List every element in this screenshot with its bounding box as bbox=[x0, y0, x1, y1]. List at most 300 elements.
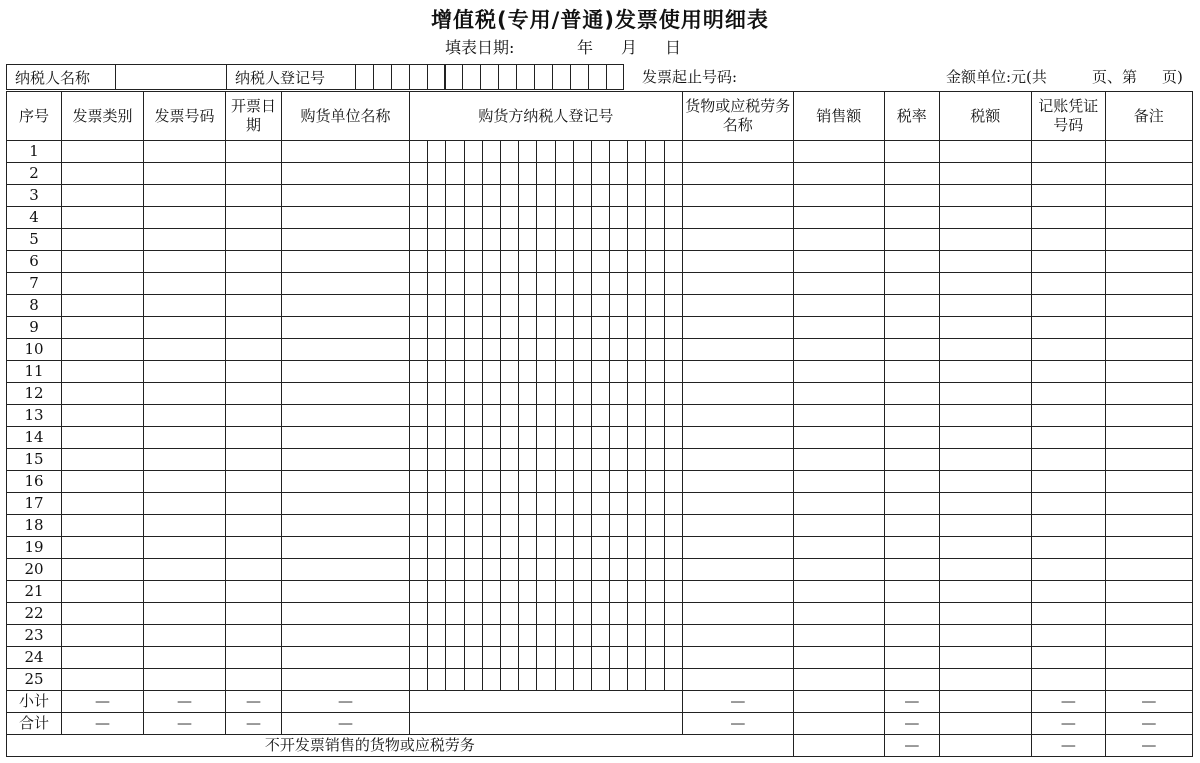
remark-cell[interactable] bbox=[1105, 515, 1192, 537]
rate-cell[interactable] bbox=[884, 273, 939, 295]
voucher-cell[interactable] bbox=[1031, 207, 1105, 229]
buyer-reg-digit-cell[interactable] bbox=[573, 515, 591, 537]
buyer-reg-digit-cell[interactable] bbox=[646, 207, 664, 229]
taxpayer-reg-digit-box[interactable] bbox=[445, 64, 464, 90]
buyer-reg-digit-cell[interactable] bbox=[482, 251, 500, 273]
buyer-reg-digit-cell[interactable] bbox=[519, 163, 537, 185]
buyer-reg-digit-cell[interactable] bbox=[664, 273, 682, 295]
buyer-reg-digit-cell[interactable] bbox=[628, 339, 646, 361]
invoice-type-cell[interactable] bbox=[62, 625, 144, 647]
voucher-cell[interactable] bbox=[1031, 339, 1105, 361]
buyer-reg-digit-cell[interactable] bbox=[500, 273, 518, 295]
buyer-reg-digit-cell[interactable] bbox=[446, 361, 464, 383]
buyer-reg-digit-cell[interactable] bbox=[646, 295, 664, 317]
buyer-reg-digit-cell[interactable] bbox=[446, 405, 464, 427]
buyer-reg-digit-cell[interactable] bbox=[537, 383, 555, 405]
invoice-type-cell[interactable] bbox=[62, 339, 144, 361]
invoice-no-cell[interactable] bbox=[144, 471, 226, 493]
remark-cell[interactable] bbox=[1105, 471, 1192, 493]
buyer-reg-digit-cell[interactable] bbox=[446, 669, 464, 691]
buyer-reg-digit-cell[interactable] bbox=[628, 273, 646, 295]
buyer-reg-digit-cell[interactable] bbox=[410, 559, 428, 581]
buyer-reg-digit-cell[interactable] bbox=[628, 647, 646, 669]
buyer-reg-digit-cell[interactable] bbox=[519, 581, 537, 603]
buyer-reg-digit-cell[interactable] bbox=[628, 251, 646, 273]
buyer-reg-digit-cell[interactable] bbox=[555, 515, 573, 537]
buyer-reg-digit-cell[interactable] bbox=[482, 493, 500, 515]
rate-cell[interactable] bbox=[884, 141, 939, 163]
goods-cell[interactable] bbox=[682, 625, 793, 647]
buyer-reg-digit-cell[interactable] bbox=[464, 383, 482, 405]
buyer-name-cell[interactable] bbox=[282, 163, 410, 185]
buyer-reg-digit-cell[interactable] bbox=[446, 647, 464, 669]
buyer-name-cell[interactable] bbox=[282, 251, 410, 273]
sales-cell[interactable] bbox=[793, 625, 884, 647]
buyer-reg-digit-cell[interactable] bbox=[555, 647, 573, 669]
voucher-cell[interactable] bbox=[1031, 625, 1105, 647]
buyer-reg-digit-cell[interactable] bbox=[428, 251, 446, 273]
buyer-reg-digit-cell[interactable] bbox=[464, 273, 482, 295]
buyer-reg-digit-cell[interactable] bbox=[519, 251, 537, 273]
buyer-reg-digit-cell[interactable] bbox=[555, 537, 573, 559]
buyer-reg-digit-cell[interactable] bbox=[664, 383, 682, 405]
buyer-reg-digit-cell[interactable] bbox=[410, 163, 428, 185]
buyer-reg-digit-cell[interactable] bbox=[482, 273, 500, 295]
issue-date-cell[interactable] bbox=[226, 647, 282, 669]
remark-cell[interactable] bbox=[1105, 537, 1192, 559]
buyer-reg-digit-cell[interactable] bbox=[464, 427, 482, 449]
goods-cell[interactable] bbox=[682, 361, 793, 383]
invoice-no-cell[interactable] bbox=[144, 185, 226, 207]
buyer-name-cell[interactable] bbox=[282, 581, 410, 603]
voucher-cell[interactable] bbox=[1031, 317, 1105, 339]
buyer-reg-digit-cell[interactable] bbox=[555, 163, 573, 185]
buyer-reg-digit-cell[interactable] bbox=[646, 559, 664, 581]
invoice-no-cell[interactable] bbox=[144, 603, 226, 625]
buyer-reg-digit-cell[interactable] bbox=[628, 449, 646, 471]
tax-cell[interactable] bbox=[939, 471, 1031, 493]
buyer-reg-digit-cell[interactable] bbox=[537, 581, 555, 603]
rate-cell[interactable] bbox=[884, 471, 939, 493]
buyer-reg-digit-cell[interactable] bbox=[428, 383, 446, 405]
buyer-reg-digit-cell[interactable] bbox=[428, 295, 446, 317]
buyer-reg-digit-cell[interactable] bbox=[519, 361, 537, 383]
buyer-reg-digit-cell[interactable] bbox=[610, 427, 628, 449]
buyer-reg-digit-cell[interactable] bbox=[537, 493, 555, 515]
invoice-type-cell[interactable] bbox=[62, 405, 144, 427]
invoice-type-cell[interactable] bbox=[62, 493, 144, 515]
buyer-reg-digit-cell[interactable] bbox=[646, 515, 664, 537]
buyer-reg-digit-cell[interactable] bbox=[519, 317, 537, 339]
buyer-name-cell[interactable] bbox=[282, 361, 410, 383]
buyer-reg-digit-cell[interactable] bbox=[464, 625, 482, 647]
buyer-reg-digit-cell[interactable] bbox=[555, 405, 573, 427]
voucher-cell[interactable] bbox=[1031, 229, 1105, 251]
buyer-reg-digit-cell[interactable] bbox=[537, 317, 555, 339]
buyer-reg-digit-cell[interactable] bbox=[446, 251, 464, 273]
buyer-reg-digit-cell[interactable] bbox=[573, 141, 591, 163]
buyer-reg-digit-cell[interactable] bbox=[464, 647, 482, 669]
invoice-no-cell[interactable] bbox=[144, 141, 226, 163]
rate-cell[interactable] bbox=[884, 427, 939, 449]
issue-date-cell[interactable] bbox=[226, 515, 282, 537]
invoice-type-cell[interactable] bbox=[62, 537, 144, 559]
buyer-reg-digit-cell[interactable] bbox=[519, 383, 537, 405]
tax-cell[interactable] bbox=[939, 273, 1031, 295]
buyer-reg-digit-cell[interactable] bbox=[610, 141, 628, 163]
buyer-reg-digit-cell[interactable] bbox=[591, 669, 609, 691]
buyer-reg-digit-cell[interactable] bbox=[500, 449, 518, 471]
buyer-reg-digit-cell[interactable] bbox=[428, 141, 446, 163]
buyer-reg-digit-cell[interactable] bbox=[500, 207, 518, 229]
buyer-reg-digit-cell[interactable] bbox=[482, 229, 500, 251]
buyer-reg-digit-cell[interactable] bbox=[464, 339, 482, 361]
voucher-cell[interactable] bbox=[1031, 383, 1105, 405]
sales-cell[interactable] bbox=[793, 449, 884, 471]
buyer-reg-digit-cell[interactable] bbox=[591, 339, 609, 361]
subtotal-row-sales-cell[interactable] bbox=[793, 691, 884, 713]
tax-cell[interactable] bbox=[939, 163, 1031, 185]
sales-cell[interactable] bbox=[793, 185, 884, 207]
buyer-reg-digit-cell[interactable] bbox=[610, 493, 628, 515]
buyer-reg-digit-cell[interactable] bbox=[555, 295, 573, 317]
buyer-reg-digit-cell[interactable] bbox=[500, 669, 518, 691]
buyer-reg-digit-cell[interactable] bbox=[610, 185, 628, 207]
buyer-reg-digit-cell[interactable] bbox=[428, 207, 446, 229]
sales-cell[interactable] bbox=[793, 669, 884, 691]
voucher-cell[interactable] bbox=[1031, 581, 1105, 603]
buyer-reg-digit-cell[interactable] bbox=[591, 537, 609, 559]
issue-date-cell[interactable] bbox=[226, 383, 282, 405]
buyer-reg-digit-cell[interactable] bbox=[446, 471, 464, 493]
buyer-reg-digit-cell[interactable] bbox=[482, 647, 500, 669]
voucher-cell[interactable] bbox=[1031, 537, 1105, 559]
buyer-reg-digit-cell[interactable] bbox=[573, 163, 591, 185]
invoice-no-cell[interactable] bbox=[144, 427, 226, 449]
issue-date-cell[interactable] bbox=[226, 229, 282, 251]
invoice-no-cell[interactable] bbox=[144, 207, 226, 229]
buyer-reg-digit-cell[interactable] bbox=[646, 141, 664, 163]
buyer-reg-digit-cell[interactable] bbox=[446, 493, 464, 515]
buyer-reg-digit-cell[interactable] bbox=[500, 141, 518, 163]
buyer-reg-digit-cell[interactable] bbox=[537, 141, 555, 163]
buyer-reg-digit-cell[interactable] bbox=[610, 295, 628, 317]
invoice-no-cell[interactable] bbox=[144, 669, 226, 691]
buyer-reg-digit-cell[interactable] bbox=[610, 625, 628, 647]
buyer-reg-digit-cell[interactable] bbox=[428, 603, 446, 625]
buyer-reg-digit-cell[interactable] bbox=[482, 207, 500, 229]
tax-cell[interactable] bbox=[939, 669, 1031, 691]
invoice-no-cell[interactable] bbox=[144, 295, 226, 317]
sales-cell[interactable] bbox=[793, 647, 884, 669]
buyer-reg-digit-cell[interactable] bbox=[464, 669, 482, 691]
buyer-reg-digit-cell[interactable] bbox=[555, 229, 573, 251]
tax-cell[interactable] bbox=[939, 449, 1031, 471]
buyer-reg-digit-cell[interactable] bbox=[464, 537, 482, 559]
buyer-reg-digit-cell[interactable] bbox=[664, 361, 682, 383]
goods-cell[interactable] bbox=[682, 383, 793, 405]
rate-cell[interactable] bbox=[884, 405, 939, 427]
rate-cell[interactable] bbox=[884, 317, 939, 339]
buyer-reg-digit-cell[interactable] bbox=[446, 141, 464, 163]
invoice-no-cell[interactable] bbox=[144, 559, 226, 581]
buyer-reg-digit-cell[interactable] bbox=[664, 141, 682, 163]
buyer-reg-digit-cell[interactable] bbox=[464, 163, 482, 185]
rate-cell[interactable] bbox=[884, 669, 939, 691]
buyer-reg-digit-cell[interactable] bbox=[664, 625, 682, 647]
buyer-reg-digit-cell[interactable] bbox=[537, 273, 555, 295]
invoice-type-cell[interactable] bbox=[62, 361, 144, 383]
taxpayer-name-field[interactable] bbox=[115, 64, 227, 90]
buyer-reg-digit-cell[interactable] bbox=[464, 295, 482, 317]
goods-cell[interactable] bbox=[682, 603, 793, 625]
voucher-cell[interactable] bbox=[1031, 295, 1105, 317]
buyer-reg-digit-cell[interactable] bbox=[410, 603, 428, 625]
issue-date-cell[interactable] bbox=[226, 669, 282, 691]
buyer-reg-digit-cell[interactable] bbox=[428, 669, 446, 691]
buyer-name-cell[interactable] bbox=[282, 515, 410, 537]
invoice-no-cell[interactable] bbox=[144, 163, 226, 185]
buyer-reg-digit-cell[interactable] bbox=[610, 647, 628, 669]
buyer-reg-digit-cell[interactable] bbox=[591, 471, 609, 493]
issue-date-cell[interactable] bbox=[226, 449, 282, 471]
taxpayer-reg-digit-box[interactable] bbox=[606, 64, 625, 90]
buyer-reg-digit-cell[interactable] bbox=[464, 207, 482, 229]
buyer-reg-digit-cell[interactable] bbox=[646, 427, 664, 449]
buyer-reg-digit-cell[interactable] bbox=[500, 317, 518, 339]
buyer-reg-digit-cell[interactable] bbox=[519, 559, 537, 581]
sales-cell[interactable] bbox=[793, 163, 884, 185]
taxpayer-reg-digit-box[interactable] bbox=[588, 64, 607, 90]
buyer-name-cell[interactable] bbox=[282, 383, 410, 405]
invoice-type-cell[interactable] bbox=[62, 273, 144, 295]
buyer-reg-digit-cell[interactable] bbox=[664, 537, 682, 559]
taxpayer-reg-digit-box[interactable] bbox=[427, 64, 446, 90]
buyer-reg-digit-cell[interactable] bbox=[410, 295, 428, 317]
buyer-reg-digit-cell[interactable] bbox=[537, 361, 555, 383]
buyer-reg-digit-cell[interactable] bbox=[537, 559, 555, 581]
buyer-reg-digit-cell[interactable] bbox=[555, 669, 573, 691]
buyer-reg-digit-cell[interactable] bbox=[464, 361, 482, 383]
buyer-reg-digit-cell[interactable] bbox=[519, 185, 537, 207]
rate-cell[interactable] bbox=[884, 383, 939, 405]
buyer-reg-digit-cell[interactable] bbox=[464, 493, 482, 515]
buyer-reg-digit-cell[interactable] bbox=[591, 163, 609, 185]
buyer-reg-digit-cell[interactable] bbox=[464, 317, 482, 339]
buyer-reg-digit-cell[interactable] bbox=[646, 493, 664, 515]
invoice-type-cell[interactable] bbox=[62, 647, 144, 669]
buyer-name-cell[interactable] bbox=[282, 339, 410, 361]
voucher-cell[interactable] bbox=[1031, 427, 1105, 449]
goods-cell[interactable] bbox=[682, 581, 793, 603]
sales-cell[interactable] bbox=[793, 515, 884, 537]
invoice-no-cell[interactable] bbox=[144, 515, 226, 537]
buyer-reg-digit-cell[interactable] bbox=[482, 515, 500, 537]
buyer-reg-digit-cell[interactable] bbox=[482, 317, 500, 339]
voucher-cell[interactable] bbox=[1031, 647, 1105, 669]
sales-cell[interactable] bbox=[793, 361, 884, 383]
invoice-no-cell[interactable] bbox=[144, 493, 226, 515]
taxpayer-reg-digit-box[interactable] bbox=[480, 64, 499, 90]
buyer-reg-digit-cell[interactable] bbox=[664, 295, 682, 317]
buyer-reg-digit-cell[interactable] bbox=[555, 273, 573, 295]
voucher-cell[interactable] bbox=[1031, 449, 1105, 471]
buyer-reg-digit-cell[interactable] bbox=[628, 493, 646, 515]
buyer-reg-digit-cell[interactable] bbox=[410, 251, 428, 273]
buyer-reg-digit-cell[interactable] bbox=[410, 537, 428, 559]
buyer-reg-digit-cell[interactable] bbox=[646, 339, 664, 361]
goods-cell[interactable] bbox=[682, 515, 793, 537]
buyer-reg-digit-cell[interactable] bbox=[428, 515, 446, 537]
remark-cell[interactable] bbox=[1105, 163, 1192, 185]
buyer-reg-digit-cell[interactable] bbox=[500, 493, 518, 515]
buyer-reg-digit-cell[interactable] bbox=[446, 603, 464, 625]
buyer-reg-digit-cell[interactable] bbox=[628, 383, 646, 405]
buyer-reg-digit-cell[interactable] bbox=[555, 493, 573, 515]
buyer-reg-digit-cell[interactable] bbox=[573, 471, 591, 493]
taxpayer-reg-digit-box[interactable] bbox=[355, 64, 374, 90]
buyer-reg-digit-cell[interactable] bbox=[610, 515, 628, 537]
buyer-name-cell[interactable] bbox=[282, 185, 410, 207]
buyer-reg-digit-cell[interactable] bbox=[573, 295, 591, 317]
invoice-no-cell[interactable] bbox=[144, 229, 226, 251]
goods-cell[interactable] bbox=[682, 229, 793, 251]
buyer-reg-digit-cell[interactable] bbox=[664, 185, 682, 207]
buyer-reg-digit-cell[interactable] bbox=[610, 669, 628, 691]
buyer-reg-digit-cell[interactable] bbox=[500, 251, 518, 273]
tax-cell[interactable] bbox=[939, 317, 1031, 339]
rate-cell[interactable] bbox=[884, 647, 939, 669]
rate-cell[interactable] bbox=[884, 449, 939, 471]
buyer-reg-digit-cell[interactable] bbox=[628, 361, 646, 383]
taxpayer-reg-digit-box[interactable] bbox=[498, 64, 517, 90]
goods-cell[interactable] bbox=[682, 273, 793, 295]
buyer-reg-digit-cell[interactable] bbox=[610, 383, 628, 405]
buyer-reg-digit-cell[interactable] bbox=[428, 405, 446, 427]
buyer-reg-digit-cell[interactable] bbox=[428, 317, 446, 339]
buyer-reg-digit-cell[interactable] bbox=[500, 515, 518, 537]
buyer-reg-digit-cell[interactable] bbox=[537, 251, 555, 273]
tax-cell[interactable] bbox=[939, 537, 1031, 559]
voucher-cell[interactable] bbox=[1031, 669, 1105, 691]
issue-date-cell[interactable] bbox=[226, 625, 282, 647]
buyer-reg-digit-cell[interactable] bbox=[610, 207, 628, 229]
remark-cell[interactable] bbox=[1105, 559, 1192, 581]
buyer-reg-digit-cell[interactable] bbox=[482, 163, 500, 185]
buyer-reg-digit-cell[interactable] bbox=[610, 581, 628, 603]
buyer-name-cell[interactable] bbox=[282, 207, 410, 229]
buyer-reg-digit-cell[interactable] bbox=[555, 449, 573, 471]
taxpayer-reg-digit-box[interactable] bbox=[534, 64, 553, 90]
issue-date-cell[interactable] bbox=[226, 141, 282, 163]
buyer-reg-digit-cell[interactable] bbox=[410, 449, 428, 471]
goods-cell[interactable] bbox=[682, 669, 793, 691]
goods-cell[interactable] bbox=[682, 559, 793, 581]
buyer-reg-digit-cell[interactable] bbox=[482, 427, 500, 449]
remark-cell[interactable] bbox=[1105, 251, 1192, 273]
buyer-reg-digit-cell[interactable] bbox=[591, 559, 609, 581]
rate-cell[interactable] bbox=[884, 295, 939, 317]
buyer-reg-digit-cell[interactable] bbox=[628, 427, 646, 449]
buyer-reg-digit-cell[interactable] bbox=[410, 141, 428, 163]
buyer-reg-digit-cell[interactable] bbox=[591, 251, 609, 273]
remark-cell[interactable] bbox=[1105, 141, 1192, 163]
buyer-reg-digit-cell[interactable] bbox=[628, 559, 646, 581]
buyer-reg-digit-cell[interactable] bbox=[537, 339, 555, 361]
buyer-reg-digit-cell[interactable] bbox=[573, 537, 591, 559]
buyer-reg-digit-cell[interactable] bbox=[555, 317, 573, 339]
buyer-reg-digit-cell[interactable] bbox=[446, 273, 464, 295]
buyer-reg-digit-cell[interactable] bbox=[464, 449, 482, 471]
invoice-type-cell[interactable] bbox=[62, 427, 144, 449]
buyer-reg-digit-cell[interactable] bbox=[591, 603, 609, 625]
buyer-reg-digit-cell[interactable] bbox=[500, 559, 518, 581]
issue-date-cell[interactable] bbox=[226, 163, 282, 185]
buyer-reg-digit-cell[interactable] bbox=[610, 405, 628, 427]
buyer-name-cell[interactable] bbox=[282, 493, 410, 515]
buyer-reg-digit-cell[interactable] bbox=[610, 471, 628, 493]
buyer-reg-digit-cell[interactable] bbox=[573, 647, 591, 669]
buyer-reg-digit-cell[interactable] bbox=[646, 405, 664, 427]
sales-cell[interactable] bbox=[793, 537, 884, 559]
buyer-reg-digit-cell[interactable] bbox=[646, 625, 664, 647]
buyer-reg-digit-cell[interactable] bbox=[573, 185, 591, 207]
goods-cell[interactable] bbox=[682, 295, 793, 317]
buyer-reg-digit-cell[interactable] bbox=[537, 427, 555, 449]
buyer-reg-digit-cell[interactable] bbox=[610, 273, 628, 295]
buyer-reg-digit-cell[interactable] bbox=[591, 229, 609, 251]
remark-cell[interactable] bbox=[1105, 229, 1192, 251]
goods-cell[interactable] bbox=[682, 647, 793, 669]
buyer-name-cell[interactable] bbox=[282, 603, 410, 625]
buyer-reg-digit-cell[interactable] bbox=[446, 339, 464, 361]
invoice-type-cell[interactable] bbox=[62, 185, 144, 207]
invoice-no-cell[interactable] bbox=[144, 537, 226, 559]
buyer-reg-digit-cell[interactable] bbox=[537, 405, 555, 427]
remark-cell[interactable] bbox=[1105, 625, 1192, 647]
tax-cell[interactable] bbox=[939, 251, 1031, 273]
taxpayer-reg-digit-box[interactable] bbox=[570, 64, 589, 90]
buyer-reg-digit-cell[interactable] bbox=[664, 559, 682, 581]
voucher-cell[interactable] bbox=[1031, 603, 1105, 625]
invoice-no-cell[interactable] bbox=[144, 625, 226, 647]
buyer-reg-digit-cell[interactable] bbox=[646, 581, 664, 603]
buyer-reg-digit-cell[interactable] bbox=[482, 625, 500, 647]
sales-cell[interactable] bbox=[793, 273, 884, 295]
remark-cell[interactable] bbox=[1105, 647, 1192, 669]
rate-cell[interactable] bbox=[884, 185, 939, 207]
buyer-reg-digit-cell[interactable] bbox=[646, 185, 664, 207]
goods-cell[interactable] bbox=[682, 405, 793, 427]
buyer-reg-digit-cell[interactable] bbox=[628, 515, 646, 537]
buyer-reg-digit-cell[interactable] bbox=[664, 515, 682, 537]
remark-cell[interactable] bbox=[1105, 339, 1192, 361]
buyer-reg-digit-cell[interactable] bbox=[628, 141, 646, 163]
issue-date-cell[interactable] bbox=[226, 273, 282, 295]
buyer-name-cell[interactable] bbox=[282, 625, 410, 647]
invoice-type-cell[interactable] bbox=[62, 603, 144, 625]
buyer-reg-digit-cell[interactable] bbox=[591, 295, 609, 317]
rate-cell[interactable] bbox=[884, 515, 939, 537]
buyer-reg-digit-cell[interactable] bbox=[573, 603, 591, 625]
buyer-reg-digit-cell[interactable] bbox=[428, 163, 446, 185]
buyer-reg-digit-cell[interactable] bbox=[519, 141, 537, 163]
buyer-name-cell[interactable] bbox=[282, 405, 410, 427]
buyer-reg-digit-cell[interactable] bbox=[428, 493, 446, 515]
issue-date-cell[interactable] bbox=[226, 361, 282, 383]
buyer-reg-digit-cell[interactable] bbox=[428, 449, 446, 471]
buyer-reg-digit-cell[interactable] bbox=[482, 383, 500, 405]
